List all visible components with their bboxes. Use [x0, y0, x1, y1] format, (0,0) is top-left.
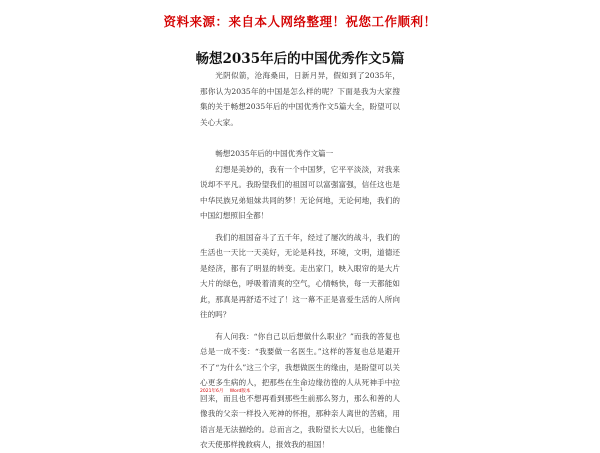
- source-note: 资料来源：来自本人网络整理！祝您工作顺利！: [163, 14, 437, 29]
- document-title: 畅想2035年后的中国优秀作文5篇: [195, 51, 405, 67]
- body-paragraph-3: 有人问我：“你自己以后想做什么职业？”而我的答复也总是一成不变：“我要做一名医生。”这样的答复也总是避开不了“为什么”这三个字，我想做医生的缘由，是盼望可以关心更多生病的人，把那些在生命边缘彷徨的人从死神手中拉回来，而且也不想再看到那些生前那么努力，那么和善的人像我的父亲一样投入死神的怀抱，那种亲人离世的苦痛，用语言是无法描绘的。总而言之，我盼望长大以后，也能像白衣天使那样挽救病人，报效我的祖国！: [200, 331, 400, 449]
- section-heading: 畅想2035年后的中国优秀作文篇一: [215, 149, 334, 158]
- body-paragraph-2: 我们的祖国奋斗了五千年，经过了屡次的战斗，我们的生活也一天比一天美好，无论是科技，环境，文明，道德还是经济，都有了明显的转变。走出家门，映入眼帘的是大片大片的绿色，呼吸着清爽的空气，心情畅快，每一天都能如此，那真是再舒适不过了！这一幕不正是喜爱生活的人所向往的吗？: [200, 232, 400, 319]
- footer-format: Word版本: [229, 389, 251, 394]
- footer-date: 2021年6月: [200, 389, 224, 394]
- page-footer: [200, 388, 400, 394]
- body-paragraph-1: 幻想是美妙的，我有一个中国梦，它平平淡淡，对我来说却不平凡。我盼望我们的祖国可以富强富强，信任这也是中华民族兄弟姐妹共同的梦！无论何地，无论何地，我们的中国幻想照旧全都！: [200, 164, 400, 220]
- page-number: 1: [300, 388, 303, 393]
- document-body: [200, 68, 400, 453]
- intro-paragraph: 光阴似箭，沧海桑田，日新月异，假如到了2035年，那你认为2035年的中国是怎么样的呢？下面是我为大家搜集的关于畅想2035年后的中国优秀作文5篇大全，盼望可以关心大家。: [200, 71, 400, 127]
